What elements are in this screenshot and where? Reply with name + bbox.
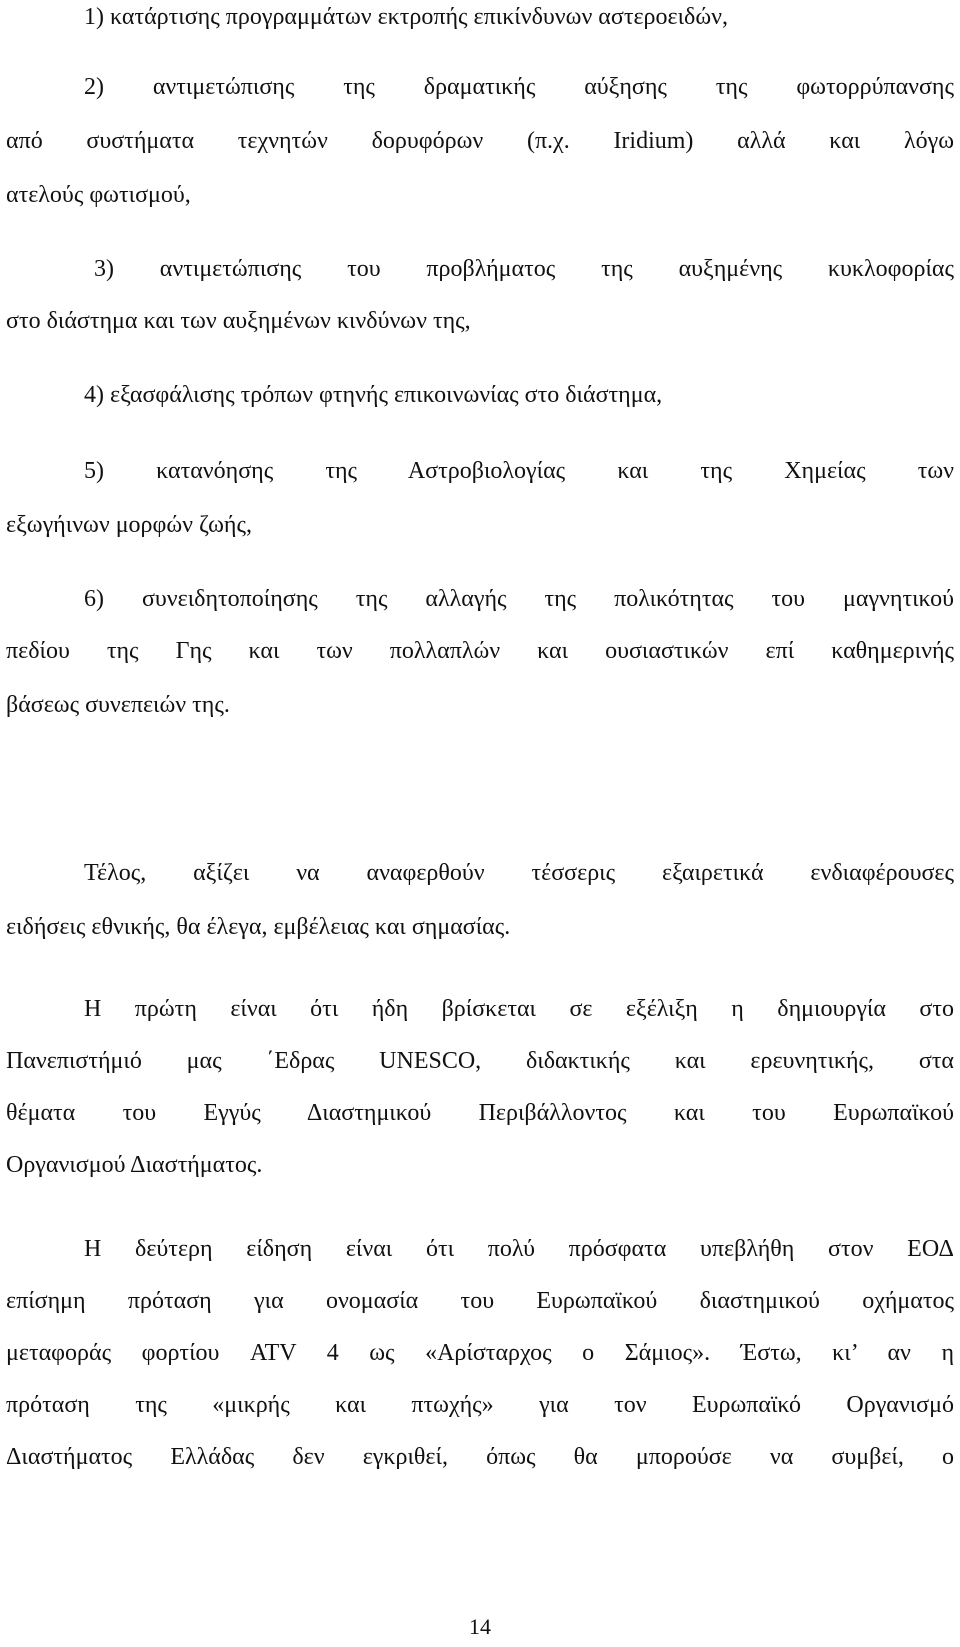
list-item-6-line-1: 6) συνειδητοποίησης της αλλαγής της πολικότητας του μαγνητικού [84, 586, 954, 612]
paragraph-second-news-line-2: επίσημη πρόταση για ονομασία του Ευρωπαϊκού διαστημικού οχήματος [6, 1288, 954, 1314]
list-item-3-line-2: στο διάστημα και των αυξημένων κινδύνων της, [6, 308, 471, 334]
list-item-1: 1) κατάρτισης προγραμμάτων εκτροπής επικίνδυνων αστεροειδών, [84, 4, 729, 30]
list-item-2-line-1: 2) αντιμετώπισης της δραματικής αύξησης της φωτορρύπανσης [84, 74, 954, 100]
list-item-5-line-1: 5) κατανόησης της Αστροβιολογίας και της Χημείας των [84, 458, 954, 484]
paragraph-second-news-line-4: πρόταση της «μικρής και πτωχής» για τον Ευρωπαϊκό Οργανισμό [6, 1392, 954, 1418]
list-item-4: 4) εξασφάλισης τρόπων φτηνής επικοινωνίας στο διάστημα, [84, 382, 663, 408]
paragraph-first-news-line-2: Πανεπιστήμιό μας ΄Εδρας UNESCO, διδακτικής και ερευνητικής, στα [6, 1048, 954, 1074]
paragraph-second-news-line-3: μεταφοράς φορτίου ATV 4 ως «Αρίσταρχος ο Σάμιος». Έστω, κι’ αν η [6, 1340, 954, 1366]
paragraph-closing-line-2: ειδήσεις εθνικής, θα έλεγα, εμβέλειας και σημασίας. [6, 914, 511, 940]
list-item-3-line-1: 3) αντιμετώπισης του προβλήματος της αυξημένης κυκλοφορίας [94, 256, 954, 282]
list-item-5-line-2: εξωγήινων μορφών ζωής, [6, 512, 252, 538]
page-number: 14 [469, 1614, 491, 1639]
paragraph-second-news-line-5: Διαστήματος Ελλάδας δεν εγκριθεί, όπως θα μπορούσε να συμβεί, ο [6, 1444, 954, 1470]
list-item-6-line-3: βάσεως συνεπειών της. [6, 692, 230, 718]
paragraph-closing-line-1: Τέλος, αξίζει να αναφερθούν τέσσερις εξαιρετικά ενδιαφέρουσες [84, 860, 954, 886]
paragraph-first-news-line-4: Οργανισμού Διαστήματος. [6, 1152, 263, 1178]
paragraph-first-news-line-3: θέματα του Εγγύς Διαστημικού Περιβάλλοντος και του Ευρωπαϊκού [6, 1100, 954, 1126]
paragraph-second-news-line-1: Η δεύτερη είδηση είναι ότι πολύ πρόσφατα υπεβλήθη στον ΕΟΔ [84, 1236, 954, 1262]
list-item-2-line-3: ατελούς φωτισμού, [6, 182, 191, 208]
list-item-6-line-2: πεδίου της Γης και των πολλαπλών και ουσιαστικών επί καθημερινής [6, 638, 954, 664]
list-item-2-line-2: από συστήματα τεχνητών δορυφόρων (π.χ. Iridium) αλλά και λόγω [6, 128, 954, 154]
paragraph-first-news-line-1: Η πρώτη είναι ότι ήδη βρίσκεται σε εξέλιξη η δημιουργία στο [84, 996, 954, 1022]
